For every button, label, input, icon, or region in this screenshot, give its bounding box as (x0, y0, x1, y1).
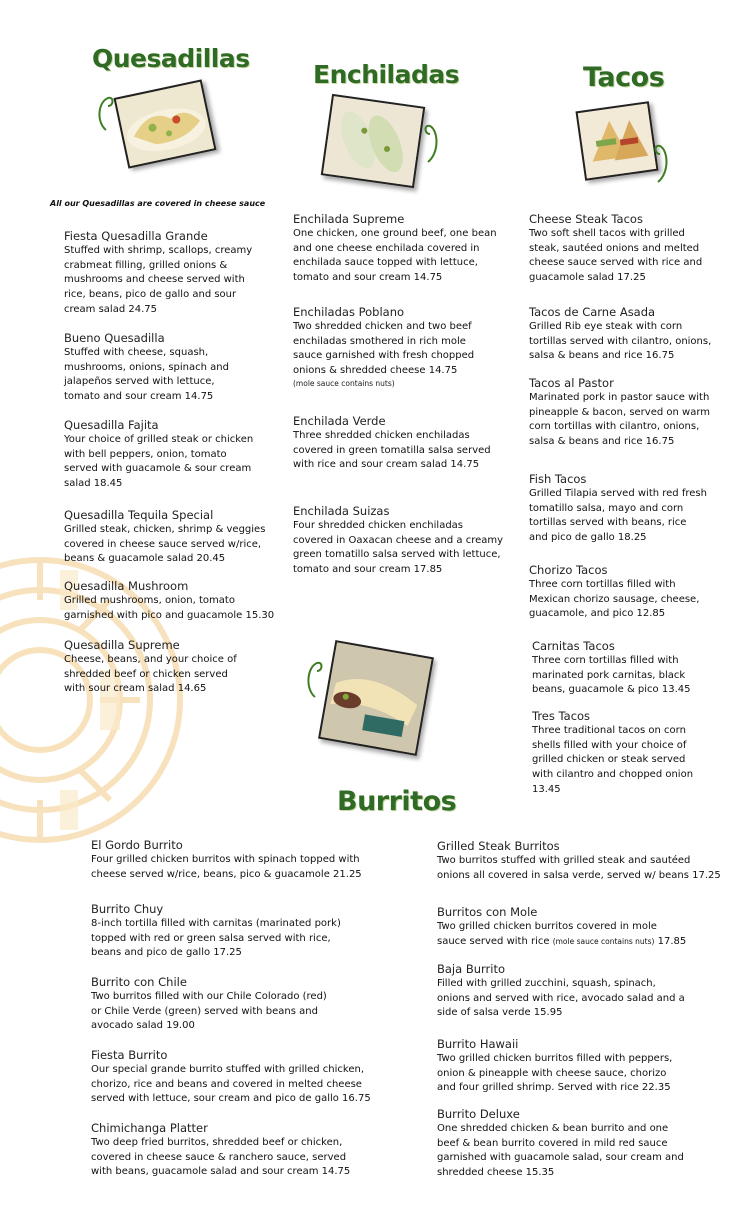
menu-item-description: Two shredded chicken and two beef enchiladas smothered in rich mole sauce garnished with fresh chopped onions & shredded cheese 14.75 (293, 321, 475, 377)
menu-item-price: 17.85 (657, 935, 687, 947)
menu-item-name: Fiesta Quesadilla Grande (64, 229, 208, 243)
menu-item-description: Two soft shell tacos with grilled steak, sautéed onions and melted cheese sauce served with rice and guacamole salad 17.25 (529, 228, 703, 284)
menu-item (293, 414, 491, 473)
menu-item-description: Stuffed with shrimp, scallops, creamy crabmeat filling, grilled onions & mushrooms and cheese served with rice, beans, pico de gallo and sour cream salad 24.75 (64, 245, 253, 315)
menu-item-name: Burritos con Mole (437, 905, 538, 919)
menu-item (437, 962, 685, 1021)
enchilada-photo (321, 94, 425, 188)
burrito-photo-curl (305, 655, 325, 700)
menu-item (64, 229, 252, 318)
menu-item (64, 331, 229, 405)
enchilada-photo-curl (422, 120, 442, 165)
menu-item (64, 638, 237, 697)
menu-item-name: Carnitas Tacos (532, 639, 615, 653)
menu-item-name: Burrito Hawaii (437, 1037, 519, 1051)
menu-item-description: Two burritos filled with our Chile Colorado (red) or Chile Verde (green) served with beans and avocado salad 19.00 (91, 991, 327, 1032)
menu-item-description: Marinated pork in pastor sauce with pineapple & bacon, served on warm corn tortillas with cilantro, onions, salsa & beans and rice 16.75 (529, 392, 711, 448)
menu-item-name: Burrito Deluxe (437, 1107, 520, 1121)
menu-item-description: Grilled steak, chicken, shrimp & veggies covered in cheese sauce served w/rice, beans & guacamole salad 20.45 (64, 524, 266, 565)
menu-item-description: Three shredded chicken enchiladas covered in green tomatilla salsa served with rice and sour cream salad 14.75 (293, 430, 491, 471)
menu-item-name: Enchilada Suizas (293, 504, 390, 518)
menu-item-name: Tacos de Carne Asada (529, 305, 656, 319)
menu-item-description: Four shredded chicken enchiladas covered in Oaxacan cheese and a creamy green tomatillo salsa served with lettuce, tomato and sour cream 17.85 (293, 520, 504, 576)
menu-item-name: Bueno Quesadilla (64, 331, 165, 345)
menu-item (64, 579, 274, 623)
menu-item-name: Grilled Steak Burritos (437, 839, 560, 853)
menu-item-note: (mole sauce contains nuts) (293, 378, 395, 388)
menu-item-description: 8-inch tortilla filled with carnitas (marinated pork) topped with red or green salsa served with rice, beans and pico de gallo 17.25 (91, 918, 341, 959)
menu-item-name: Cheese Steak Tacos (529, 212, 643, 226)
menu-item-name: El Gordo Burrito (91, 838, 183, 852)
menu-item-description: Stuffed with cheese, squash, mushrooms, onions, spinach and jalapeños served with lettuce, tomato and sour cream 14.75 (64, 347, 229, 403)
menu-item-name: Enchilada Supreme (293, 212, 405, 226)
menu-item (529, 376, 710, 450)
menu-item (437, 905, 686, 949)
menu-item-description: Cheese, beans, and your choice of shredded beef or chicken served with sour cream salad 14.65 (64, 654, 237, 695)
burritos-heading: Burritos (337, 786, 457, 817)
menu-item (64, 508, 265, 567)
tacos-heading: Tacos (583, 62, 665, 93)
tacos-photo (575, 101, 658, 181)
menu-item (91, 838, 362, 882)
menu-item (529, 212, 702, 286)
menu-item-name: Enchilada Verde (293, 414, 386, 428)
menu-item (91, 975, 327, 1034)
quesadillas-heading: Quesadillas (92, 44, 250, 73)
menu-item (437, 1107, 684, 1181)
burrito-photo (318, 640, 434, 756)
menu-item-description-text: Two grilled chicken burritos covered in mole sauce served with rice (437, 921, 657, 947)
menu-item-description: Three traditional tacos on corn shells filled with your choice of grilled chicken or steak served with cilantro and chopped onion 13.45 (532, 725, 694, 795)
menu-item-name: Quesadilla Tequila Special (64, 508, 214, 522)
menu-item-description: Grilled Rib eye steak with corn tortillas served with cilantro, onions, salsa & beans and rice 16.75 (529, 321, 712, 362)
enchiladas-heading: Enchiladas (313, 60, 460, 89)
quesadilla-photo-curl (96, 92, 116, 132)
menu-item-name: Burrito con Chile (91, 975, 187, 989)
menu-item-description: Our special grande burrito stuffed with grilled chicken, chorizo, rice and beans and covered in melted cheese served with lettuce, sour cream and pico de gallo 16.75 (91, 1064, 371, 1105)
menu-item (293, 212, 497, 286)
menu-item-description: Two grilled chicken burritos filled with peppers, onion & pineapple with cheese sauce, chorizo and four grilled shrimp. Served with rice 22.35 (437, 1053, 673, 1094)
menu-item-name: Tacos al Pastor (529, 376, 614, 390)
menu-item (529, 472, 707, 546)
menu-item-description: Grilled mushrooms, onion, tomato garnished with pico and guacamole 15.30 (64, 595, 275, 621)
quesadilla-photo (113, 79, 216, 168)
menu-item-name: Quesadilla Supreme (64, 638, 180, 652)
menu-item-description: One chicken, one ground beef, one bean and one cheese enchilada covered in enchilada sauce topped with lettuce, tomato and sour cream 14.75 (293, 228, 497, 284)
menu-item-name: Chorizo Tacos (529, 563, 608, 577)
menu-item (532, 639, 690, 698)
menu-item-description (437, 920, 686, 949)
menu-item-description: Three corn tortillas filled with Mexican chorizo sausage, cheese, guacamole, and pico 12.85 (529, 579, 700, 620)
quesadillas-note: All our Quesadillas are covered in cheese sauce (50, 199, 266, 208)
menu-item-description: Your choice of grilled steak or chicken with bell peppers, onion, tomato served with guacamole & sour cream salad 18.45 (64, 434, 254, 490)
menu-item-name: Fish Tacos (529, 472, 587, 486)
menu-item-description: Two deep fried burritos, shredded beef or chicken, covered in cheese sauce & ranchero sauce, served with beans, guacamole salad and sour cream 14.75 (91, 1137, 351, 1178)
menu-item (532, 709, 693, 798)
menu-item-name: Quesadilla Fajita (64, 418, 159, 432)
menu-item-description: Grilled Tilapia served with red fresh tomatillo salsa, mayo and corn tortillas served with beans, rice and pico de gallo 18.25 (529, 488, 707, 544)
menu-item-name: Baja Burrito (437, 962, 506, 976)
menu-item (91, 1121, 350, 1180)
menu-item-description: One shredded chicken & bean burrito and one beef & bean burrito covered in mild red sauce garnished with guacamole salad, sour cream and shredded cheese 15.35 (437, 1123, 684, 1179)
menu-item-description: Four grilled chicken burritos with spinach topped with cheese served w/rice, beans, pico & guacamole 21.25 (91, 854, 362, 880)
menu-item (293, 504, 503, 578)
menu-item-description: Two burritos stuffed with grilled steak and sautéed onions all covered in salsa verde, served w/ beans 17.25 (437, 855, 721, 881)
menu-item (529, 305, 711, 364)
menu-item (529, 563, 699, 622)
menu-item (91, 1048, 371, 1107)
menu-item-name: Chimichanga Platter (91, 1121, 208, 1135)
menu-item-name: Tres Tacos (532, 709, 591, 723)
menu-item (64, 418, 253, 492)
menu-item-note: (mole sauce contains nuts) (552, 936, 655, 946)
menu-item-description: Three corn tortillas filled with marinated pork carnitas, black beans, guacamole & pico 13.45 (532, 655, 691, 696)
menu-item-name: Fiesta Burrito (91, 1048, 168, 1062)
menu-item-name: Enchiladas Poblano (293, 305, 405, 319)
menu-item (293, 305, 474, 389)
menu-item-name: Quesadilla Mushroom (64, 579, 189, 593)
tacos-photo-curl (652, 140, 672, 185)
menu-item-name: Burrito Chuy (91, 902, 164, 916)
menu-item (437, 1037, 672, 1096)
menu-item (91, 902, 341, 961)
menu-item (437, 839, 721, 883)
menu-item-description: Filled with grilled zucchini, squash, spinach, onions and served with rice, avocado salad and a side of salsa verde 15.95 (437, 978, 685, 1019)
